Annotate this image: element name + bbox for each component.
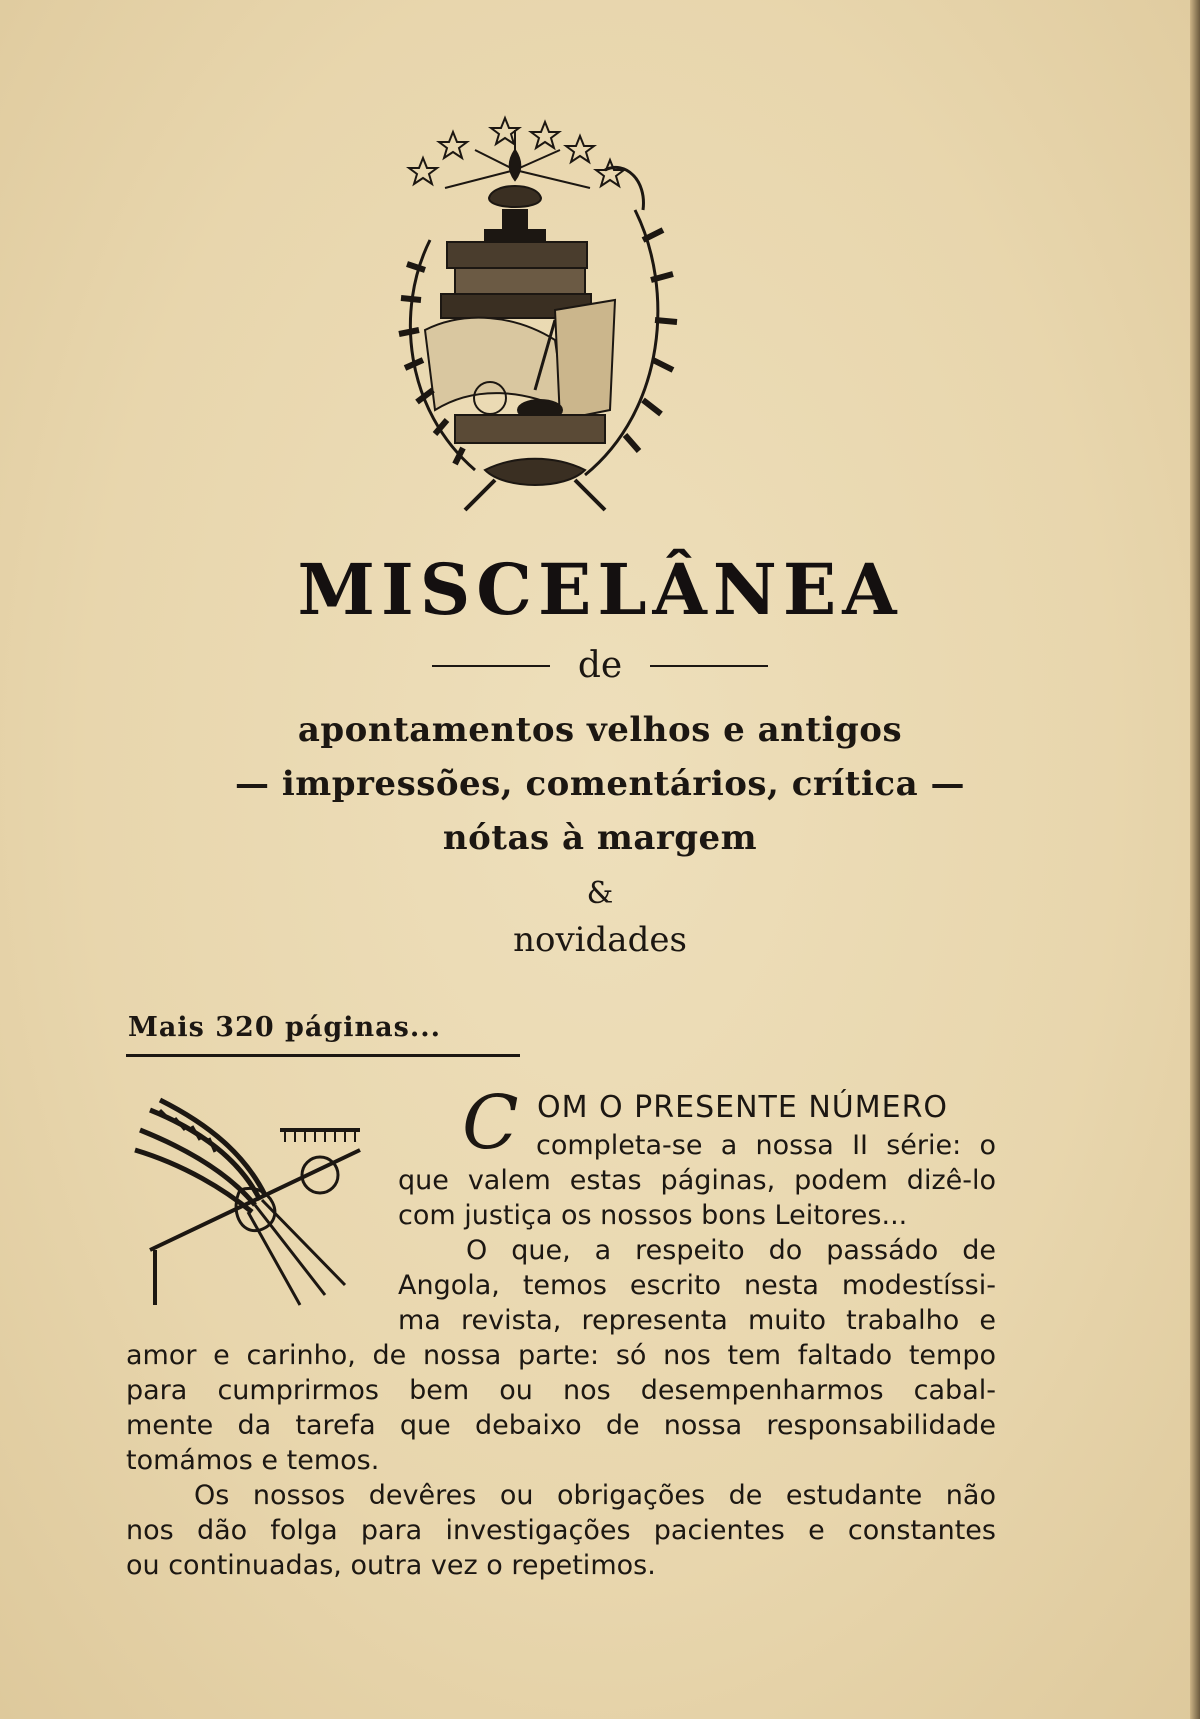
paragraph-first-line: OM O PRESENTE NÚMERO [537,1090,949,1125]
paragraph-line: ou continuadas, outra vez o repetimos. [126,1550,656,1581]
paragraph-line: nos dão folga para investigações pacientes e constantes [126,1515,996,1546]
paragraph-line: amor e carinho, de nossa parte: só nos tem faltado tempo [126,1340,996,1371]
wheat-sheaf-illustration [130,1090,380,1310]
paragraph-line: Os nossos devêres ou obrigações de estudante não [194,1480,996,1511]
emblem-lamp-books-illustration [385,110,685,530]
section-heading: Mais 320 páginas... [128,1012,442,1043]
connector-word: de [577,645,623,686]
page-edge-shadow [1190,0,1200,1719]
paragraph-line: para cumprirmos bem ou nos desempenharmos cabal- [126,1375,996,1406]
paragraph-line: O que, a respeito do passádo de [466,1235,996,1266]
paragraph-line: que valem estas páginas, podem dizê-lo [398,1165,996,1196]
paragraph-line: ma revista, representa muito trabalho e [398,1305,996,1336]
paragraph-line: tomámos e temos. [126,1445,380,1476]
right-rule [650,665,768,667]
subtitle-line-2: — impressões, comentários, crítica — [235,764,965,804]
page-title: MISCELÂNEA [297,548,903,631]
subtitle-line-1: apontamentos velhos e antigos [297,710,903,750]
section-underline [126,1054,520,1057]
paragraph-line: com justiça os nossos bons Leitores... [398,1200,908,1231]
paragraph-line: completa-se a nossa II série: o [536,1130,996,1161]
ampersand: & [586,876,614,911]
left-rule [432,665,550,667]
subtitle-line-3: nótas à margem [442,818,758,858]
subtitle-last: novidades [513,920,687,960]
drop-cap: C [462,1080,519,1166]
paragraph-line: mente da tarefa que debaixo de nossa responsabilidade [126,1410,996,1441]
paragraph-line: Angola, temos escrito nesta modestíssi- [398,1270,996,1301]
connector-line [0,645,1200,686]
